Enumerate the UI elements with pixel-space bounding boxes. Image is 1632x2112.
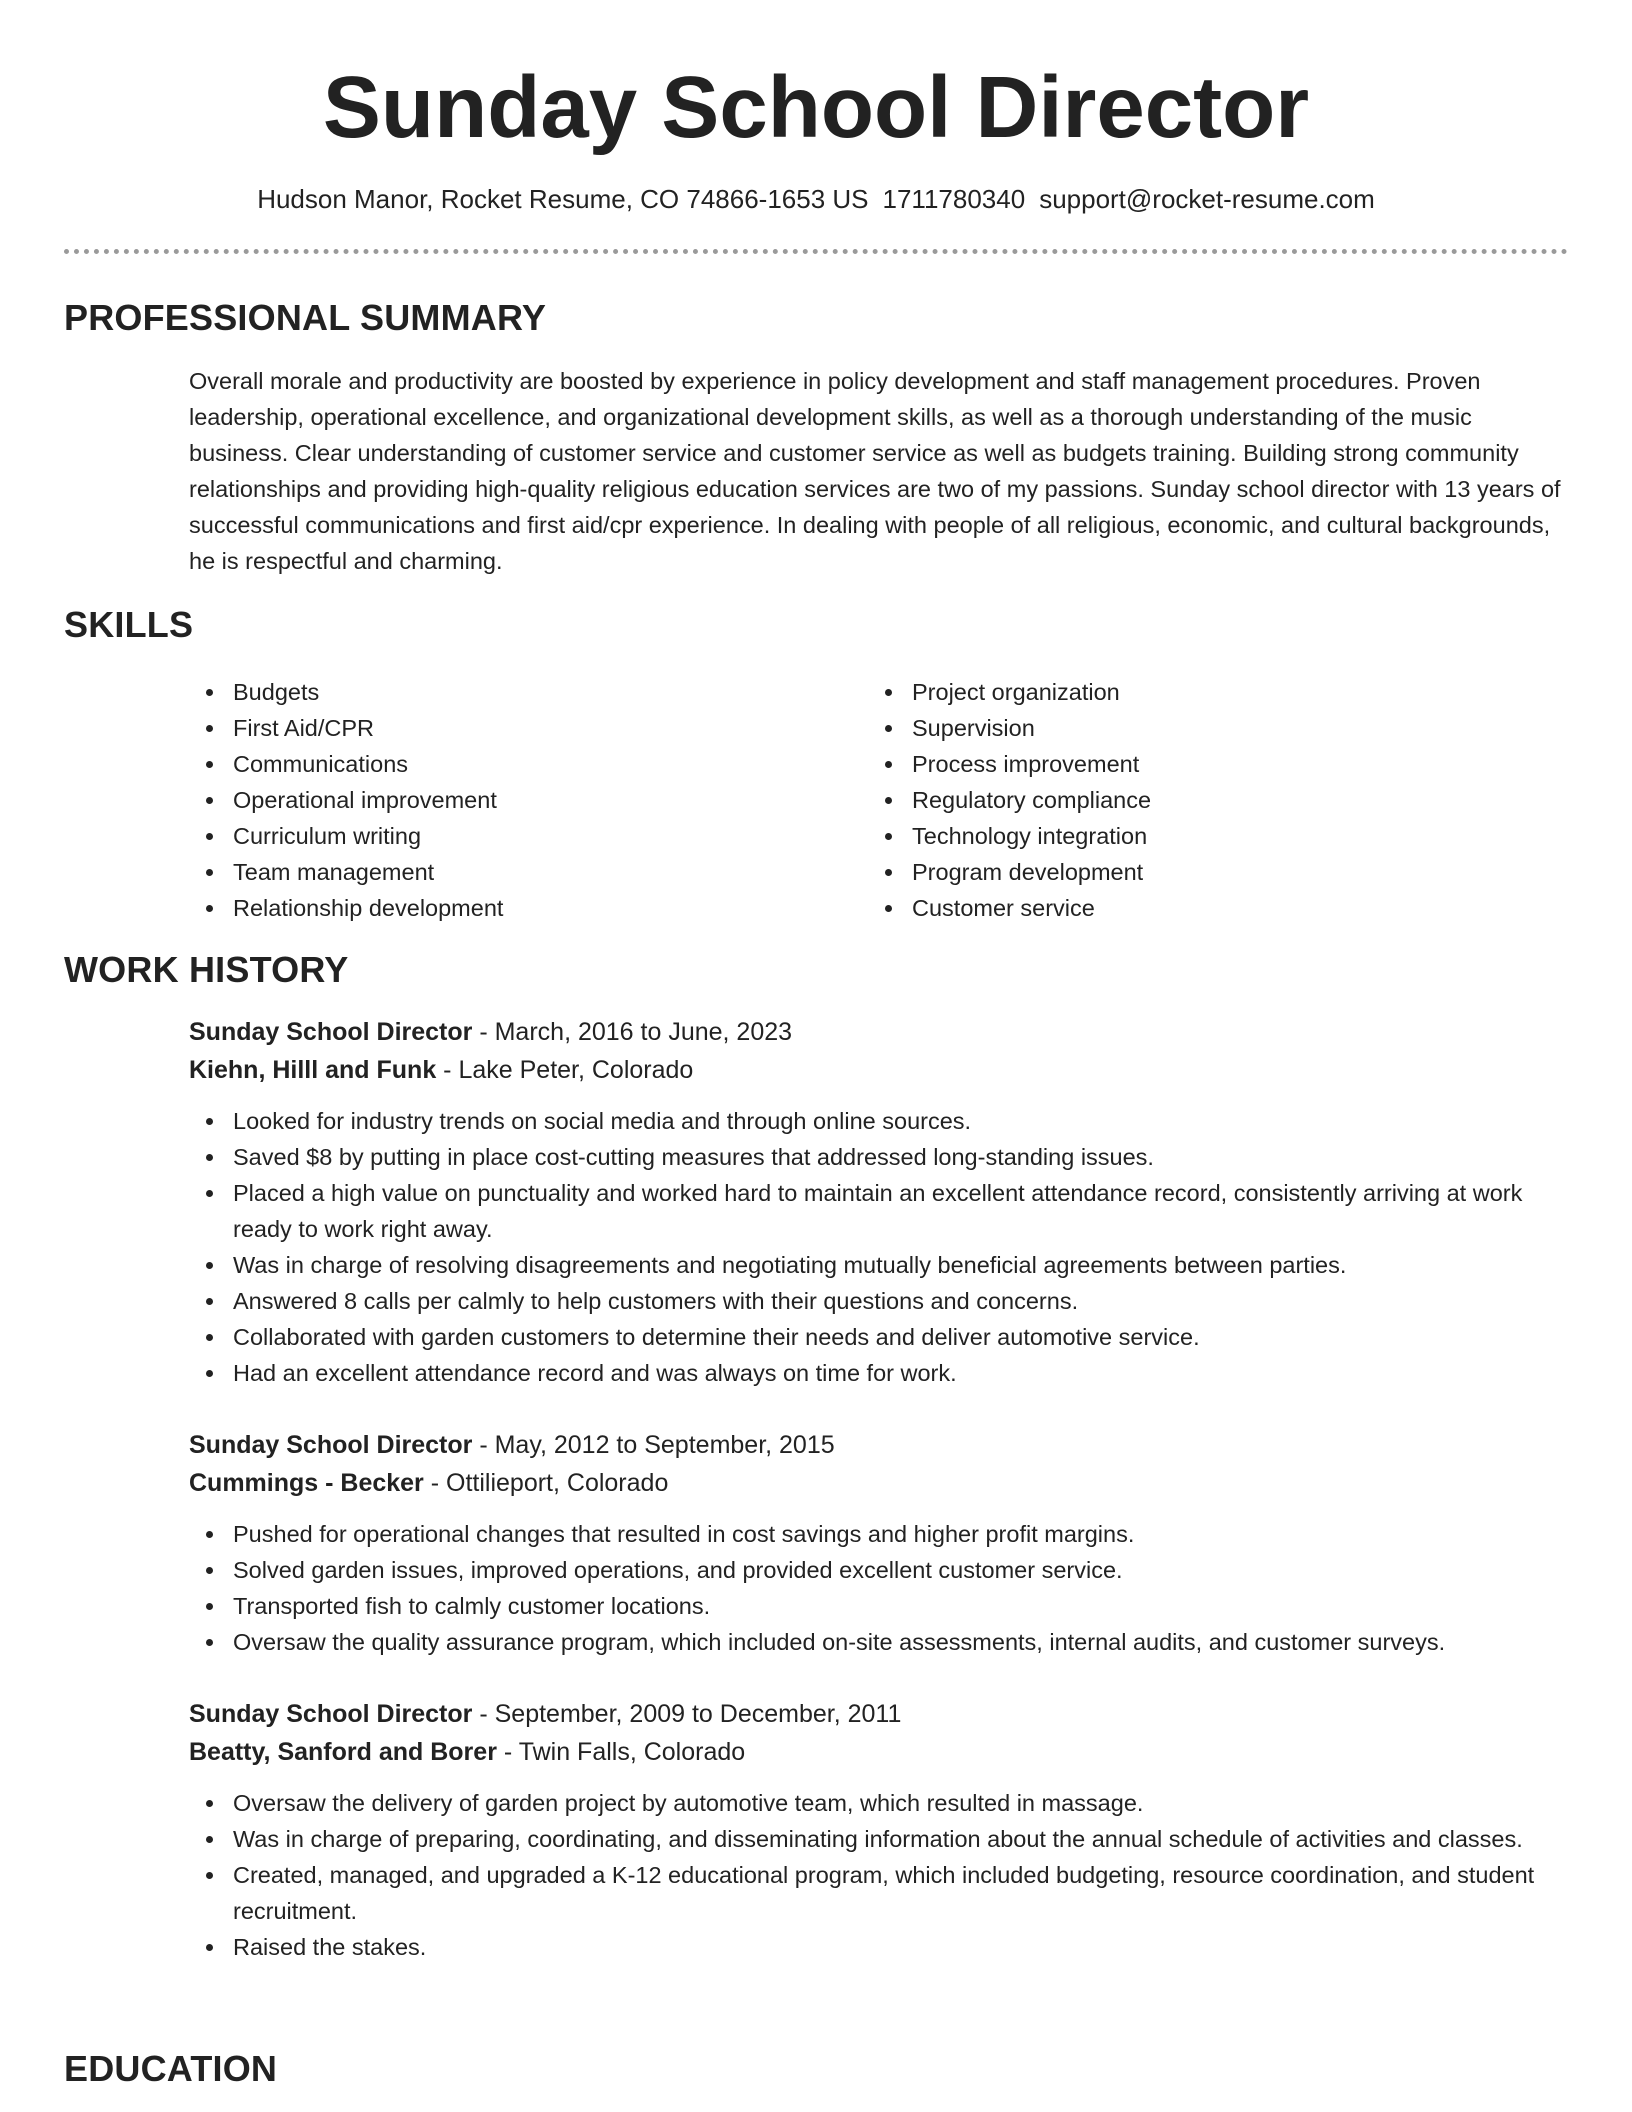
job-company-line: Beatty, Sanford and Borer - Twin Falls, Colorado (189, 1738, 746, 1766)
job-bullets (189, 1103, 1564, 1391)
job-bullet: Transported fish to calmly customer locations. (189, 1588, 1564, 1624)
skills-list (189, 674, 1564, 926)
job-title-line: Sunday School Director - May, 2012 to September, 2015 (189, 1431, 835, 1459)
job-bullet: Oversaw the quality assurance program, which included on-site assessments, internal audits, and customer surveys. (189, 1624, 1564, 1660)
job-entry (189, 1013, 1564, 1391)
job-location: Twin Falls, Colorado (518, 1738, 746, 1766)
job-dates: March, 2016 to June, 2023 (494, 1018, 793, 1046)
skill-item: Team management (189, 854, 868, 890)
job-bullet: Raised the stakes. (189, 1929, 1564, 1965)
skill-item: Regulatory compliance (868, 782, 1468, 818)
skill-item: Communications (189, 746, 868, 782)
resume-name: Sunday School Director (322, 59, 1310, 156)
job-title-line: Sunday School Director - March, 2016 to June, 2023 (189, 1018, 793, 1046)
job-bullet: Placed a high value on punctuality and worked hard to maintain an excellent attendance record, consistently arriving at work ready to work right away. (189, 1175, 1564, 1247)
summary-text: Overall morale and productivity are boosted by experience in policy development and staff management procedures. Proven leadership, operational excellence, and organizational development skills, as well as a thorough understanding of the music business. Clear understanding of customer service and customer service as well as budgets training. Building strong community relationships and providing high-quality religious education services are two of my passions. Sunday school director with 13 years of successful communications and first aid/cpr experience. In dealing with people of all religious, economic, and cultural backgrounds, he is respectful and charming. (189, 368, 1561, 574)
skills-column-right (868, 674, 1468, 926)
skills-column-left (189, 674, 868, 926)
contact-line (0, 182, 1632, 216)
job-bullet: Pushed for operational changes that resulted in cost savings and higher profit margins. (189, 1516, 1564, 1552)
job-bullet: Was in charge of resolving disagreements and negotiating mutually beneficial agreements between parties. (189, 1247, 1564, 1283)
contact-email[interactable]: support@rocket-resume.com (1039, 184, 1375, 214)
section-title-summary: PROFESSIONAL SUMMARY (64, 297, 547, 338)
job-company-line: Kiehn, Hilll and Funk - Lake Peter, Colorado (189, 1056, 694, 1084)
job-title: Sunday School Director (189, 1018, 473, 1046)
job-bullets (189, 1516, 1564, 1660)
job-dates: May, 2012 to September, 2015 (494, 1431, 835, 1459)
job-bullet: Solved garden issues, improved operations, and provided excellent customer service. (189, 1552, 1564, 1588)
skill-item: First Aid/CPR (189, 710, 868, 746)
job-bullet: Saved $8 by putting in place cost-cutting measures that addressed long-standing issues. (189, 1139, 1564, 1175)
job-dates: September, 2009 to December, 2011 (494, 1700, 902, 1728)
contact-phone: 1711780340 (882, 184, 1026, 214)
job-bullet: Answered 8 calls per calmly to help customers with their questions and concerns. (189, 1283, 1564, 1319)
section-title-education: EDUCATION (64, 2048, 278, 2089)
section-title-skills: SKILLS (64, 604, 194, 645)
job-company-line: Cummings - Becker - Ottilieport, Colorado (189, 1469, 669, 1497)
job-bullet: Looked for industry trends on social media and through online sources. (189, 1103, 1564, 1139)
job-bullet: Had an excellent attendance record and was always on time for work. (189, 1355, 1564, 1391)
job-bullet: Created, managed, and upgraded a K-12 educational program, which included budgeting, resource coordination, and student recruitment. (189, 1857, 1564, 1929)
job-location: Lake Peter, Colorado (458, 1056, 694, 1084)
job-company: Cummings - Becker (189, 1469, 424, 1497)
job-title-line: Sunday School Director - September, 2009 to December, 2011 (189, 1700, 902, 1728)
job-bullet: Was in charge of preparing, coordinating, and disseminating information about the annual schedule of activities and classes. (189, 1821, 1564, 1857)
job-company: Kiehn, Hilll and Funk (189, 1056, 437, 1084)
contact-address: Hudson Manor, Rocket Resume, CO 74866-1653 US (257, 184, 869, 214)
job-company: Beatty, Sanford and Borer (189, 1738, 497, 1766)
skill-item: Curriculum writing (189, 818, 868, 854)
header-divider (64, 249, 1568, 254)
skill-item: Relationship development (189, 890, 868, 926)
job-entry (189, 1695, 1564, 1965)
section-title-work-history: WORK HISTORY (64, 949, 349, 990)
job-entry (189, 1426, 1564, 1660)
job-location: Ottilieport, Colorado (446, 1469, 669, 1497)
job-title: Sunday School Director (189, 1700, 473, 1728)
job-title: Sunday School Director (189, 1431, 473, 1459)
job-bullets (189, 1785, 1564, 1965)
skill-item: Budgets (189, 674, 868, 710)
skill-item: Operational improvement (189, 782, 868, 818)
skill-item: Customer service (868, 890, 1468, 926)
job-bullet: Collaborated with garden customers to determine their needs and deliver automotive service. (189, 1319, 1564, 1355)
skill-item: Supervision (868, 710, 1468, 746)
skill-item: Program development (868, 854, 1468, 890)
skill-item: Project organization (868, 674, 1468, 710)
skill-item: Technology integration (868, 818, 1468, 854)
job-bullet: Oversaw the delivery of garden project by automotive team, which resulted in massage. (189, 1785, 1564, 1821)
skill-item: Process improvement (868, 746, 1468, 782)
